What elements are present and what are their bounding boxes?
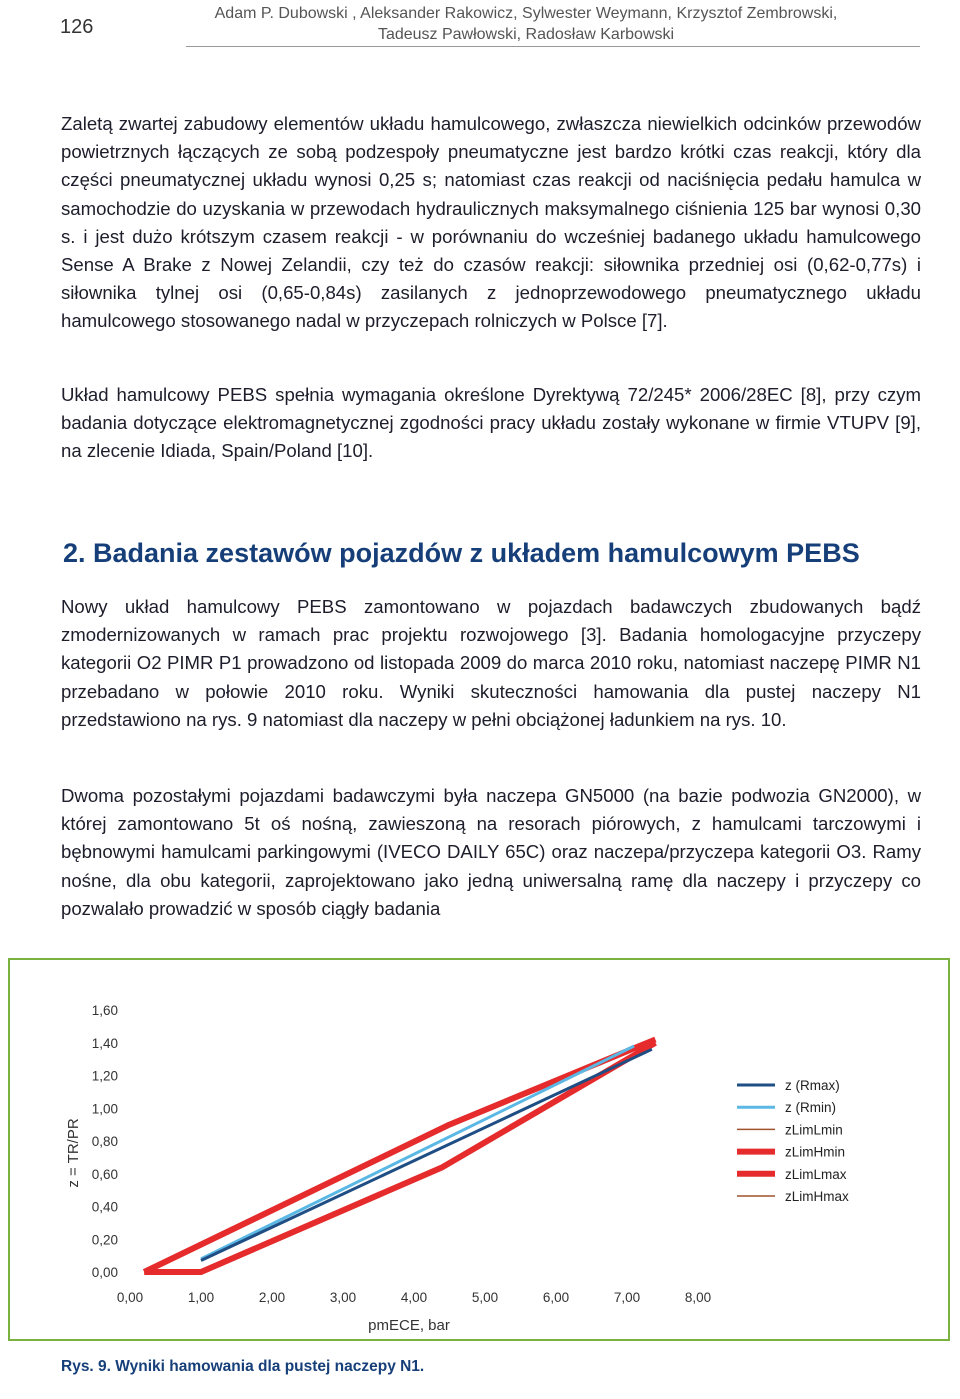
y-tick-label: 1,20 xyxy=(91,1068,118,1084)
legend-label: z (Rmin) xyxy=(785,1100,836,1116)
x-tick-label: 8,00 xyxy=(684,1290,712,1305)
page-number: 126 xyxy=(60,16,94,38)
y-tick-label: 0,40 xyxy=(91,1199,118,1215)
figure-caption-label: Rys. 9. xyxy=(61,1358,111,1375)
braking-chart xyxy=(10,960,952,1343)
x-tick-label: 2,00 xyxy=(258,1290,286,1305)
running-header-authors xyxy=(166,3,886,45)
x-tick-label: 1,00 xyxy=(187,1290,215,1305)
x-tick-label: 0,00 xyxy=(116,1290,144,1305)
authors-line-1: Adam P. Dubowski , Aleksander Rakowicz, Sylwester Weymann, Krzysztof Zembrowski, xyxy=(214,5,838,22)
y-tick-label: 0,80 xyxy=(91,1134,118,1149)
y-tick-label: 1,60 xyxy=(91,1003,118,1018)
paragraph-directive: Układ hamulcowy PEBS spełnia wymagania określone Dyrektywą 72/245* 2006/28EC [8], przy czym badania dotyczące elektromagnetycznej zgodności pracy układu zostały wykonane w firmie VTUPV [9], na zlecenie Idiada, Spain/Poland [10]. xyxy=(61,384,921,462)
paragraph-other-vehicles: Dwoma pozostałymi pojazdami badawczymi była naczepa GN5000 (na bazie podwozia GN2000), w której zamontowano 5t oś nośną, zawieszoną na resorach piórowych, z hamulcami tarczowymi i bębnowymi hamulcami parkingowymi (IVECO DAILY 65C) oraz naczepa/przyczepa kategorii O3. Ramy nośne, dla obu kategorii, zaprojektowano jako jedną uniwersalną ramę dla naczepy i przyczepy co pozwalało prowadzić w sposób ciągły badania xyxy=(61,785,921,919)
series-line-zrmin xyxy=(201,1046,634,1259)
x-tick-label: 6,00 xyxy=(542,1290,570,1305)
x-tick-label: 3,00 xyxy=(329,1290,357,1305)
y-tick-label: 1,40 xyxy=(91,1035,118,1051)
authors-line-2: Tadeusz Pawłowski, Radosław Karbowski xyxy=(377,26,675,43)
x-tick-label: 4,00 xyxy=(400,1290,428,1305)
legend-label: zLimHmax xyxy=(785,1189,849,1204)
header-divider xyxy=(186,46,920,47)
y-tick-label: 0,00 xyxy=(91,1265,118,1280)
paragraph-test-vehicles: Nowy układ hamulcowy PEBS zamontowano w pojazdach badawczych zbudowanych bądź zmodernizowanych w ramach prac projektu rozwojowego [3]. Badania homologacyjne przyczepy kategorii O2 PIMR P1 prowadzono od listopada 2009 do marca 2010 roku, natomiast naczepę PIMR N1 przebadano w połowie 2010 roku. Wyniki skuteczności hamowania dla pustej naczepy N1 przedstawiono na rys. 9 natomiast dla naczepy w pełni obciążonej ładunkiem na rys. 10. xyxy=(61,596,921,730)
y-axis-label: z = TR/PR xyxy=(65,1118,82,1188)
legend-label: zLimHmin xyxy=(785,1144,846,1160)
figure-frame xyxy=(8,958,950,1341)
legend-label: zLimLmax xyxy=(785,1166,847,1182)
legend-label: z (Rmax) xyxy=(785,1078,840,1093)
x-tick-label: 7,00 xyxy=(613,1290,641,1305)
legend-label: zLimLmin xyxy=(785,1122,843,1138)
series-line-zrmax xyxy=(201,1049,652,1260)
figure-caption-text: Wyniki hamowania dla pustej naczepy N1. xyxy=(115,1358,425,1375)
x-axis-label: pmECE, bar xyxy=(368,1317,450,1334)
section-title: 2. Badania zestawów pojazdów z układem hamulcowym PEBS xyxy=(63,538,860,568)
x-tick-label: 5,00 xyxy=(471,1290,499,1305)
figure-caption xyxy=(61,1358,424,1376)
y-tick-label: 1,00 xyxy=(91,1101,118,1117)
y-tick-label: 0,20 xyxy=(91,1232,118,1248)
y-tick-label: 0,60 xyxy=(91,1166,118,1182)
paragraph-reaction-time: Zaletą zwartej zabudowy elementów układu hamulcowego, zwłaszcza niewielkich odcinków przewodów powietrznych łączących ze sobą podzespoły pneumatyczne jest bardzo krótki czas reakcji, który dla części pneumatycznej układu wynosi 0,25 s; natomiast czas reakcji od naciśnięcia pedału hamulca w samochodzie do uzyskania w przewodach hydraulicznych maksymalnego ciśnienia 125 bar wynosi 0,30 s. i jest dużo krótszym czasem reakcji - w porównaniu do wcześniej badanego układu hamulcowego Sense A Brake z Nowej Zelandii, czy też do czasów reakcji: siłownika przedniej osi (0,62-0,77s) i siłownika tylnej osi (0,65-0,84s) zasilanych z jednoprzewodowego pneumatycznego układu hamulcowego stosowanego nadal w przyczepach rolniczych w Polsce [7]. xyxy=(61,113,921,332)
